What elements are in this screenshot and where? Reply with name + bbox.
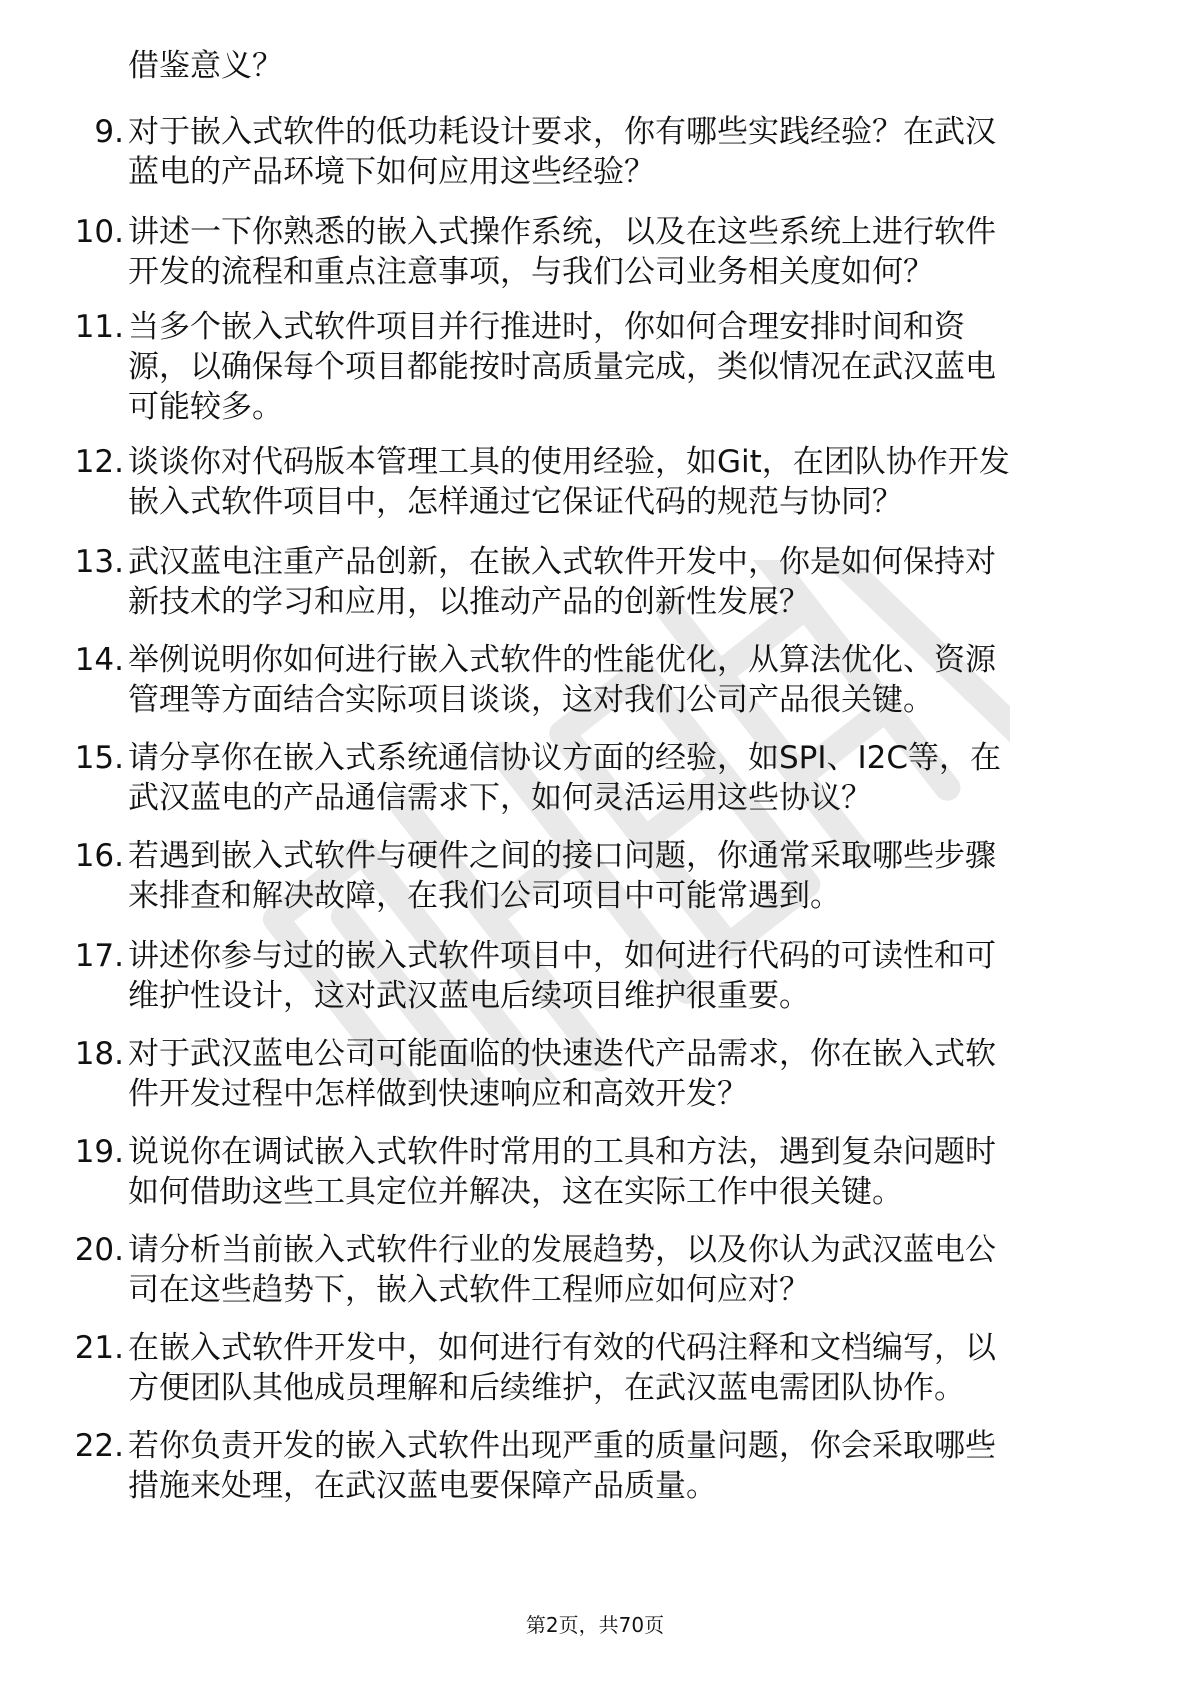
question-line: 请分析当前嵌入式软件行业的发展趋势，以及你认为武汉蓝电公 [128, 1232, 996, 1268]
question-line: 对于嵌入式软件的低功耗设计要求，你有哪些实践经验？在武汉 [128, 114, 996, 150]
question-line: 方便团队其他成员理解和后续维护，在武汉蓝电需团队协作。 [128, 1370, 965, 1406]
question-text [128, 1034, 1128, 1114]
question-line: 讲述一下你熟悉的嵌入式操作系统，以及在这些系统上进行软件 [128, 214, 996, 250]
question-text [128, 442, 1128, 522]
question-line: 来排查和解决故障，在我们公司项目中可能常遇到。 [128, 878, 841, 914]
question-text [128, 307, 1128, 427]
question-item [0, 442, 1190, 542]
question-item [0, 836, 1190, 936]
question-text [128, 1230, 1128, 1310]
question-number: 17. [74, 938, 124, 974]
question-number: 22. [74, 1428, 124, 1464]
question-item [0, 1328, 1190, 1426]
question-line: 请分享你在嵌入式系统通信协议方面的经验，如SPI、I2C等，在 [128, 740, 1002, 776]
question-text [128, 112, 1128, 192]
question-line: 措施来处理，在武汉蓝电要保障产品质量。 [128, 1468, 717, 1504]
question-item [0, 1034, 1190, 1132]
question-item [0, 640, 1190, 738]
question-line: 在嵌入式软件开发中，如何进行有效的代码注释和文档编写，以 [128, 1330, 996, 1366]
question-item [0, 738, 1190, 836]
question-line: 可能较多。 [128, 389, 283, 425]
question-item [0, 112, 1190, 212]
question-item [0, 936, 1190, 1034]
question-line: 武汉蓝电的产品通信需求下，如何灵活运用这些协议？ [128, 780, 872, 816]
question-line: 讲述你参与过的嵌入式软件项目中，如何进行代码的可读性和可 [128, 938, 996, 974]
question-text [128, 1328, 1128, 1408]
question-item [0, 1426, 1190, 1524]
question-line: 蓝电的产品环境下如何应用这些经验？ [128, 154, 655, 190]
question-line: 管理等方面结合实际项目谈谈，这对我们公司产品很关键。 [128, 682, 934, 718]
question-text [128, 1426, 1128, 1506]
question-item [0, 307, 1190, 442]
question-number: 11. [74, 309, 124, 345]
question-number: 12. [74, 444, 124, 480]
question-line: 司在这些趋势下，嵌入式软件工程师应如何应对？ [128, 1272, 810, 1308]
question-list [0, 112, 1190, 1524]
question-number: 21. [74, 1330, 124, 1366]
question-item [0, 212, 1190, 307]
question-item [0, 542, 1190, 640]
question-number: 18. [74, 1036, 124, 1072]
question-number: 16. [74, 838, 124, 874]
question-number: 14. [74, 642, 124, 678]
question-number: 20. [74, 1232, 124, 1268]
question-text [128, 936, 1128, 1016]
question-line: 若你负责开发的嵌入式软件出现严重的质量问题，你会采取哪些 [128, 1428, 996, 1464]
continuation-text: 借鉴意义？ [128, 48, 283, 84]
question-text [128, 212, 1128, 292]
question-item [0, 1132, 1190, 1230]
question-line: 武汉蓝电注重产品创新，在嵌入式软件开发中，你是如何保持对 [128, 544, 996, 580]
question-line: 件开发过程中怎样做到快速响应和高效开发？ [128, 1076, 748, 1112]
page-footer: 第2页，共70页 [525, 1613, 665, 1637]
question-text [128, 738, 1128, 818]
question-number: 10. [74, 214, 124, 250]
question-number: 15. [74, 740, 124, 776]
question-number: 9. [94, 114, 124, 150]
question-line: 说说你在调试嵌入式软件时常用的工具和方法，遇到复杂问题时 [128, 1134, 996, 1170]
question-line: 新技术的学习和应用，以推动产品的创新性发展？ [128, 584, 810, 620]
question-line: 对于武汉蓝电公司可能面临的快速迭代产品需求，你在嵌入式软 [128, 1036, 996, 1072]
question-line: 如何借助这些工具定位并解决，这在实际工作中很关键。 [128, 1174, 903, 1210]
question-item [0, 1230, 1190, 1328]
question-number: 19. [74, 1134, 124, 1170]
question-text [128, 836, 1128, 916]
question-line: 维护性设计，这对武汉蓝电后续项目维护很重要。 [128, 978, 810, 1014]
question-line: 嵌入式软件项目中，怎样通过它保证代码的规范与协同？ [128, 484, 903, 520]
question-line: 举例说明你如何进行嵌入式软件的性能优化，从算法优化、资源 [128, 642, 996, 678]
question-text [128, 1132, 1128, 1212]
question-line: 若遇到嵌入式软件与硬件之间的接口问题，你通常采取哪些步骤 [128, 838, 996, 874]
question-text [128, 542, 1128, 622]
question-line: 开发的流程和重点注意事项，与我们公司业务相关度如何？ [128, 254, 934, 290]
question-number: 13. [74, 544, 124, 580]
question-line: 当多个嵌入式软件项目并行推进时，你如何合理安排时间和资 [128, 309, 965, 345]
question-text [128, 640, 1128, 720]
question-line: 谈谈你对代码版本管理工具的使用经验，如Git，在团队协作开发 [128, 444, 1010, 480]
question-line: 源，以确保每个项目都能按时高质量完成，类似情况在武汉蓝电 [128, 349, 996, 385]
